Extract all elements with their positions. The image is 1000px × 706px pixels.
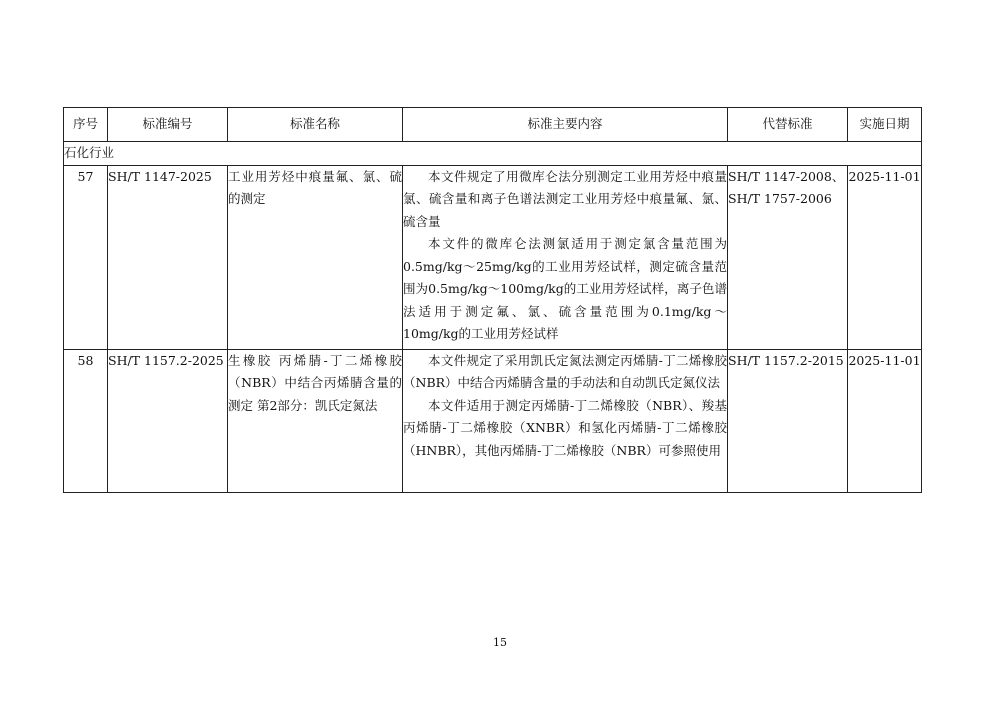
- content-paragraph: 本文件规定了采用凯氏定氮法测定丙烯腈-丁二烯橡胶（NBR）中结合丙烯腈含量的手动法和自动凯氏定氮仪法: [403, 352, 727, 390]
- page-number: 15: [493, 636, 507, 649]
- section-title: 石化行业: [64, 142, 922, 166]
- standard-name-cell: 工业用芳烃中痕量氟、氯、硫的测定: [228, 165, 403, 349]
- standard-code-cell: SH/T 1157.2-2025: [108, 349, 228, 492]
- replaced-standard-line: SH/T 1147-2008、: [728, 168, 845, 184]
- effective-date-cell: 2025-11-01: [848, 165, 922, 349]
- main-content-cell: [403, 349, 728, 492]
- standard-code-cell: SH/T 1147-2025: [108, 165, 228, 349]
- replaced-standard-cell: [728, 165, 848, 349]
- header-effective-date: 实施日期: [848, 108, 922, 142]
- table-row: [64, 165, 922, 349]
- content-paragraph: 本文件规定了用微库仑法分别测定工业用芳烃中痕量氯、硫含量和离子色谱法测定工业用芳烃中痕量氟、氯、硫含量: [403, 168, 727, 229]
- header-standard-code: 标准编号: [108, 108, 228, 142]
- content-paragraph: 本文件的微库仑法测氯适用于测定氯含量范围为0.5mg/kg～25mg/kg的工业用芳烃试样，测定硫含量范围为0.5mg/kg～100mg/kg的工业用芳烃试样，离子色谱法适用于测定氟、氯、硫含量范围为0.1mg/kg～10mg/kg的工业用芳烃试样: [403, 236, 727, 341]
- header-main-content: 标准主要内容: [403, 108, 728, 142]
- replaced-standard-cell: [728, 349, 848, 492]
- effective-date-cell: 2025-11-01: [848, 349, 922, 492]
- header-serial-number: 序号: [64, 108, 108, 142]
- header-standard-name: 标准名称: [228, 108, 403, 142]
- header-replaced-standard: 代替标准: [728, 108, 848, 142]
- section-row: [64, 142, 922, 166]
- main-content-cell: [403, 165, 728, 349]
- serial-number-cell: 57: [64, 165, 108, 349]
- standard-name-cell: 生橡胶 丙烯腈-丁二烯橡胶（NBR）中结合丙烯腈含量的测定 第2部分：凯氏定氮法: [228, 349, 403, 492]
- table-row: [64, 349, 922, 492]
- replaced-standard-line: SH/T 1157.2-2015: [728, 352, 844, 368]
- table-header-row: [64, 108, 922, 142]
- replaced-standard-line: SH/T 1757-2006: [728, 191, 832, 206]
- standards-table: [63, 107, 922, 493]
- serial-number-cell: 58: [64, 349, 108, 492]
- content-paragraph: 本文件适用于测定丙烯腈-丁二烯橡胶（NBR）、羧基丙烯腈-丁二烯橡胶（XNBR）和氢化丙烯腈-丁二烯橡胶（HNBR），其他丙烯腈-丁二烯橡胶（NBR）可参照使用: [403, 397, 727, 458]
